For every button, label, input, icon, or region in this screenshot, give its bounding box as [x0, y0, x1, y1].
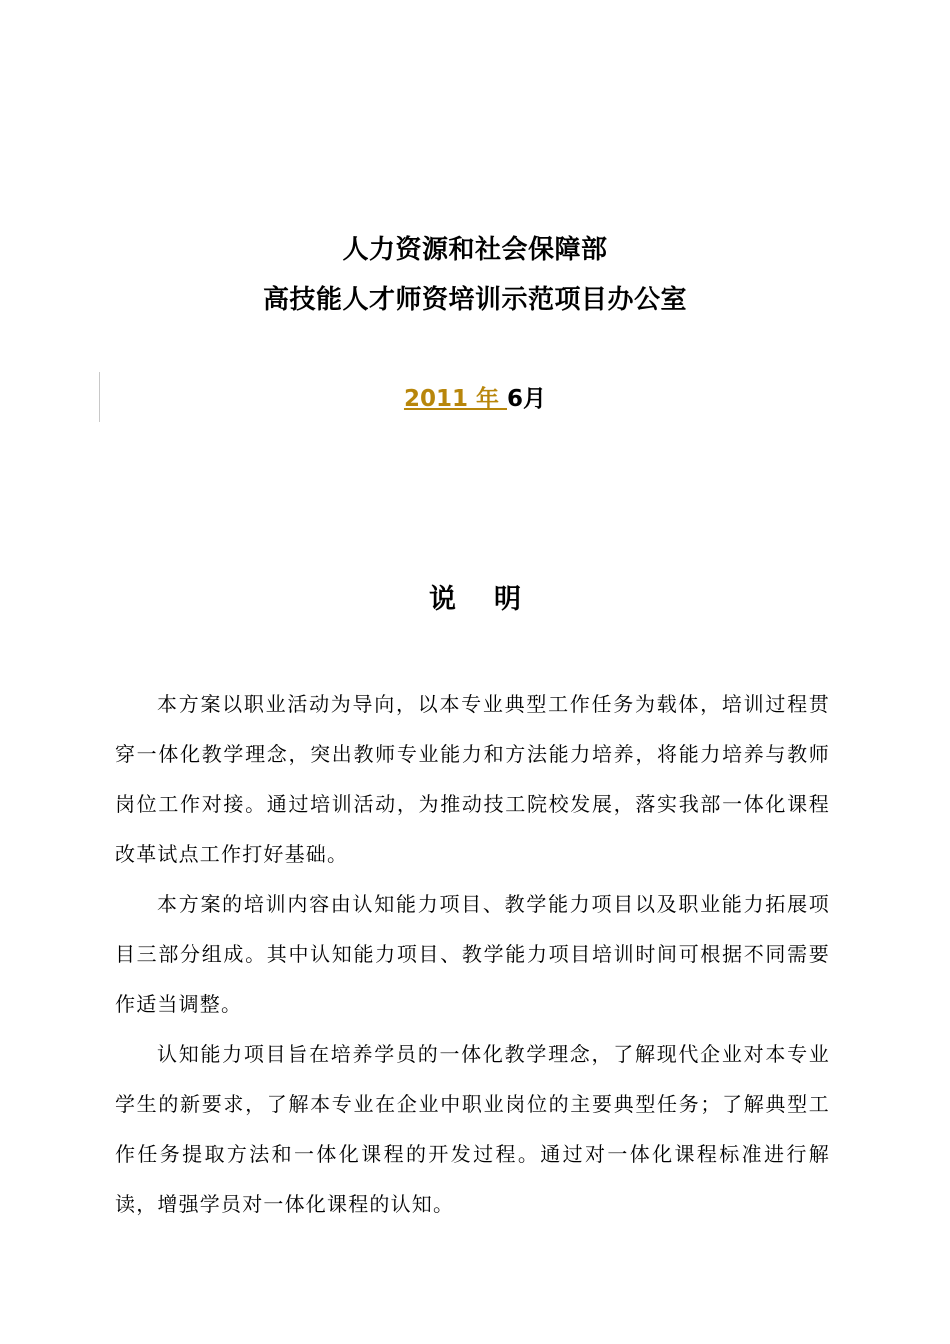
paragraph-1: 本方案以职业活动为导向，以本专业典型工作任务为载体，培训过程贯穿一体化教学理念，突出教师专业能力和方法能力培养，将能力培养与教师岗位工作对接。通过培训活动，为推动技工院校发展，落实我部一体化课程改革试点工作打好基础。 [115, 692, 830, 866]
org-name-line-1: 人力资源和社会保障部 [342, 235, 608, 265]
org-name-line-2: 高技能人才师资培训示范项目办公室 [262, 285, 687, 315]
section-title: 说明 [429, 584, 559, 615]
issue-date [0, 383, 950, 415]
issue-date-month: 6月 [507, 386, 547, 412]
issue-date-year[interactable]: 2011 年 [403, 386, 507, 412]
paragraph-3: 认知能力项目旨在培养学员的一体化教学理念，了解现代企业对本专业学生的新要求，了解本专业在企业中职业岗位的主要典型任务；了解典型工作任务提取方法和一体化课程的开发过程。通过对一体化课程标准进行解读，增强学员对一体化课程的认知。 [115, 1042, 830, 1216]
paragraph-2: 本方案的培训内容由认知能力项目、教学能力项目以及职业能力拓展项目三部分组成。其中认知能力项目、教学能力项目培训时间可根据不同需要作适当调整。 [115, 892, 830, 1016]
body-text [115, 679, 830, 1229]
